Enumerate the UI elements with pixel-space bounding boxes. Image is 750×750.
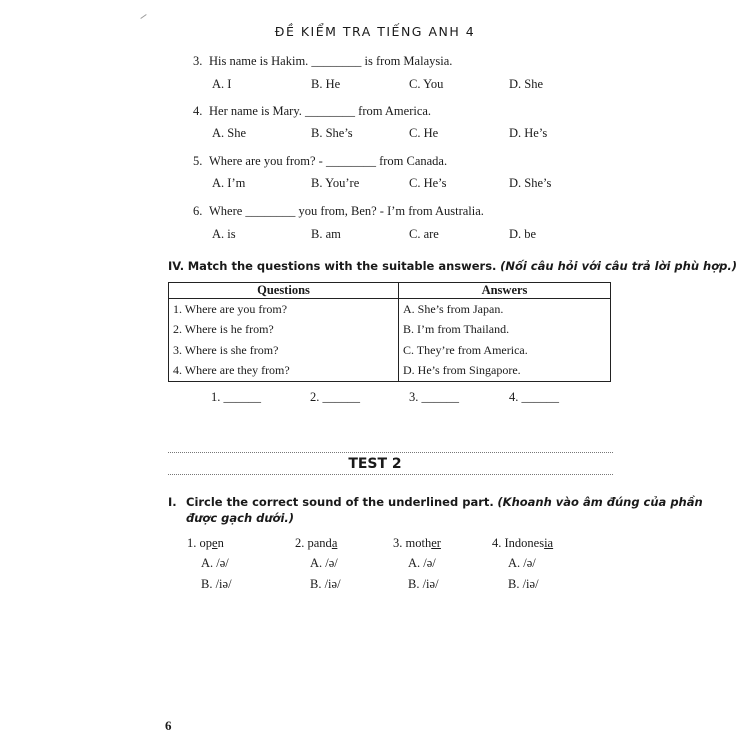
option-b[interactable]: B. She’s bbox=[311, 126, 353, 140]
option-b[interactable]: B. You’re bbox=[311, 176, 360, 190]
answer-blank-1[interactable]: 1. ______ bbox=[211, 390, 261, 404]
table-header-questions: Questions bbox=[169, 283, 399, 299]
table-header-answers: Answers bbox=[399, 283, 611, 299]
option-a[interactable]: A. I’m bbox=[212, 176, 246, 190]
option-a[interactable]: A. She bbox=[212, 126, 247, 140]
sound-item: 2. panda bbox=[295, 536, 338, 550]
option-a[interactable]: A. is bbox=[212, 227, 236, 241]
test2-section-i-heading-line2: được gạch dưới.) bbox=[186, 511, 295, 525]
answer-cell: B. I’m from Thailand. bbox=[399, 320, 611, 341]
underlined-part: a bbox=[331, 536, 338, 550]
section-iv-heading bbox=[168, 259, 737, 273]
question-number: 5. bbox=[193, 154, 203, 168]
test2-section-i-roman: I. bbox=[168, 495, 177, 509]
underlined-part: er bbox=[431, 536, 441, 550]
table-row bbox=[169, 299, 611, 320]
section-instruction: Circle the correct sound of the underlined part. bbox=[186, 495, 494, 509]
test2-title: TEST 2 bbox=[348, 456, 402, 472]
question-cell: 4. Where are they from? bbox=[169, 361, 399, 382]
question-text: Her name is Mary. ________ from America. bbox=[209, 104, 432, 118]
question-number: 4. bbox=[193, 104, 203, 118]
answer-cell: A. She’s from Japan. bbox=[399, 299, 611, 320]
option-c[interactable]: C. You bbox=[409, 77, 444, 91]
answer-blank-4[interactable]: 4. ______ bbox=[509, 390, 559, 404]
option-b[interactable]: B. am bbox=[311, 227, 341, 241]
sound-option-b[interactable]: B. /iə/ bbox=[408, 577, 439, 591]
option-c[interactable]: C. are bbox=[409, 227, 439, 241]
section-roman: IV. bbox=[168, 259, 185, 273]
sound-item: 3. mother bbox=[393, 536, 441, 550]
sound-option-a[interactable]: A. /ə/ bbox=[508, 556, 536, 570]
option-d[interactable]: D. He’s bbox=[509, 126, 548, 140]
question-text: Where are you from? - ________ from Canada. bbox=[209, 154, 448, 168]
page-header-title: ĐỀ KIỂM TRA TIẾNG ANH 4 bbox=[274, 24, 476, 39]
sound-option-a[interactable]: A. /ə/ bbox=[201, 556, 229, 570]
sound-option-b[interactable]: B. /iə/ bbox=[508, 577, 539, 591]
table-row bbox=[169, 340, 611, 361]
sound-option-a[interactable]: A. /ə/ bbox=[310, 556, 338, 570]
answer-cell: C. They’re from America. bbox=[399, 340, 611, 361]
option-b[interactable]: B. He bbox=[311, 77, 341, 91]
option-d[interactable]: D. be bbox=[509, 227, 537, 241]
section-instruction-vi: (Khoanh vào âm đúng của phần bbox=[497, 495, 703, 509]
option-d[interactable]: D. She’s bbox=[509, 176, 552, 190]
underlined-part: ia bbox=[544, 536, 554, 550]
underlined-part: e bbox=[212, 536, 218, 550]
divider-top bbox=[168, 452, 613, 453]
table-row bbox=[169, 320, 611, 341]
section-instruction: Match the questions with the suitable answers. bbox=[187, 259, 497, 273]
pen-mark bbox=[140, 14, 146, 19]
question-number: 3. bbox=[193, 54, 203, 68]
option-c[interactable]: C. He’s bbox=[409, 176, 447, 190]
question-cell: 3. Where is she from? bbox=[169, 340, 399, 361]
question-number: 6. bbox=[193, 204, 203, 218]
answer-blank-3[interactable]: 3. ______ bbox=[409, 390, 459, 404]
matching-table bbox=[168, 282, 611, 382]
question-cell: 2. Where is he from? bbox=[169, 320, 399, 341]
answer-blank-2[interactable]: 2. ______ bbox=[310, 390, 360, 404]
question-text: His name is Hakim. ________ is from Malaysia. bbox=[209, 54, 453, 68]
test2-section-i-heading bbox=[186, 495, 703, 509]
option-d[interactable]: D. She bbox=[509, 77, 544, 91]
question-cell: 1. Where are you from? bbox=[169, 299, 399, 320]
page-number: 6 bbox=[165, 718, 172, 733]
answer-cell: D. He’s from Singapore. bbox=[399, 361, 611, 382]
sound-option-b[interactable]: B. /iə/ bbox=[201, 577, 232, 591]
sound-option-a[interactable]: A. /ə/ bbox=[408, 556, 436, 570]
table-row bbox=[169, 361, 611, 382]
section-instruction-vi: (Nối câu hỏi với câu trả lời phù hợp.) bbox=[500, 259, 737, 273]
option-c[interactable]: C. He bbox=[409, 126, 439, 140]
question-text: Where ________ you from, Ben? - I’m from Australia. bbox=[209, 204, 484, 218]
divider-bottom bbox=[168, 474, 613, 475]
sound-option-b[interactable]: B. /iə/ bbox=[310, 577, 341, 591]
sound-item: 1. open bbox=[187, 536, 224, 550]
sound-item: 4. Indonesia bbox=[492, 536, 554, 550]
option-a[interactable]: A. I bbox=[212, 77, 232, 91]
